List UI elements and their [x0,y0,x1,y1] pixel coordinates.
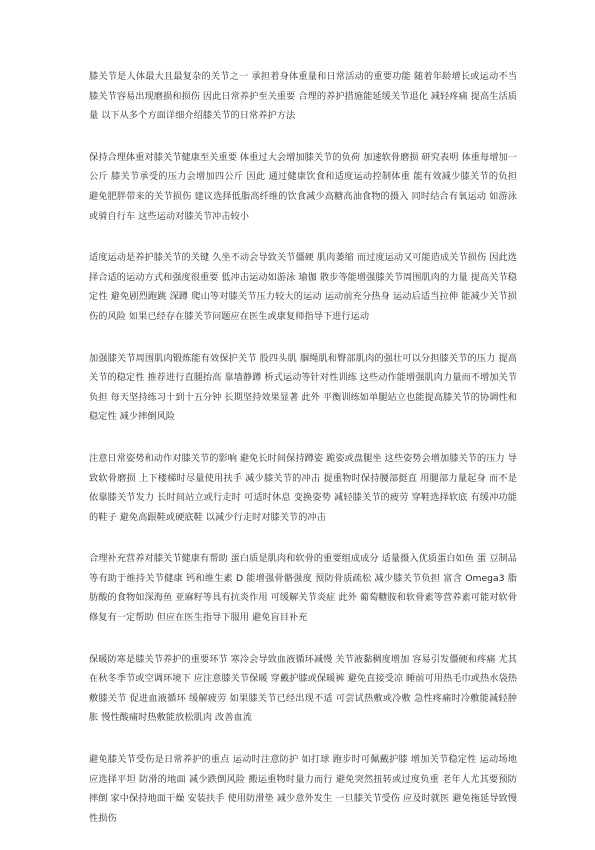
paragraph-intro: 膝关节是人体最大且最复杂的关节之一 承担着身体重量和日常活动的重要功能 随着年龄增长或运动不当 膝关节容易出现磨损和损伤 因此日常养护至关重要 合理的养护措施能延缓关节退化 减轻疼痛 提高生活质量 以下从多个方面详细介绍膝关节的日常养护方法 [89,71,517,122]
paragraph-injury-prevention: 避免膝关节受伤是日常养护的重点 运动时注意防护 如打球 跑步时可佩戴护膝 增加关节稳定性 运动场地应选择平坦 防滑的地面 减少跌倒风险 搬运重物时量力而行 避免突然扭转或过度负重 老年人尤其要预防摔倒 家中保持地面干燥 安装扶手 使用防滑垫 减少意外发生 一旦膝关节受伤 应及时就医 避免拖延导致慢性损伤 [89,754,517,824]
paragraph-posture: 注意日常姿势和动作对膝关节的影响 避免长时间保持蹲姿 跪姿或盘腿坐 这些姿势会增加膝关节的压力 导致软骨磨损 上下楼梯时尽量使用扶手 减少膝关节的冲击 提重物时保持腰部挺直 用腿部力量起身 而不是依靠膝关节发力 长时间站立或行走时 可适时休息 变换姿势 减轻膝关节的疲劳 穿鞋选择软底 有缓冲功能的鞋子 避免高跟鞋或硬底鞋 以减少行走时对膝关节的冲击 [89,452,517,523]
paragraph-warmth: 保暖防寒是膝关节养护的重要环节 寒冷会导致血液循环减慢 关节液黏稠度增加 容易引发僵硬和疼痛 尤其在秋冬季节或空调环境下 应注意膝关节保暖 穿戴护膝或保暖裤 避免直接受凉 睡前可用热毛巾或热水袋热敷膝关节 促进血液循环 缓解疲劳 如果膝关节已经出现不适 可尝试热敷或冷敷 急性疼痛时冷敷能减轻肿胀 慢性酸痛时热敷能放松肌肉 改善血流 [89,653,517,724]
paragraph-muscle-training: 加强膝关节周围肌肉锻炼能有效保护关节 股四头肌 腘绳肌和臀部肌肉的强壮可以分担膝关节的压力 提高关节的稳定性 推荐进行直腿抬高 靠墙静蹲 桥式运动等针对性训练 这些动作能增强肌肉力量而不增加关节负担 每天坚持练习十到十五分钟 长期坚持效果显著 此外 平衡训练如单腿站立也能提高膝关节的协调性和稳定性 减少摔倒风险 [89,352,517,423]
paragraph-nutrition: 合理补充营养对膝关节健康有帮助 蛋白质是肌肉和软骨的重要组成成分 适量摄入优质蛋白如鱼 蛋 豆制品等有助于维持关节健康 钙和维生素 D 能增强骨骼强度 预防骨质疏松 减少膝关节负担 富含 Omega3 脂肪酸的食物如深海鱼 亚麻籽等具有抗炎作用 可缓解关节炎症 此外 葡萄糖胺和软骨素等营养素可能对软骨修复有一定帮助 但应在医生指导下服用 避免盲目补充 [89,553,517,624]
document-body [89,67,517,850]
paragraph-weight-control: 保持合理体重对膝关节健康至关重要 体重过大会增加膝关节的负荷 加速软骨磨损 研究表明 体重每增加一公斤 膝关节承受的压力会增加四公斤 因此 通过健康饮食和适度运动控制体重 能有效减少膝关节的负担 避免肥胖带来的关节损伤 建议选择低脂高纤维的饮食减少高糖高油食物的摄入 同时结合有氧运动 如游泳或骑自行车 这些运动对膝关节冲击较小 [89,151,517,222]
paragraph-moderate-exercise: 适度运动是养护膝关节的关键 久坐不动会导致关节僵硬 肌肉萎缩 而过度运动又可能造成关节损伤 因此选择合适的运动方式和强度很重要 低冲击运动如游泳 瑜伽 散步等能增强膝关节周围肌肉的力量 提高关节稳定性 避免剧烈跑跳 深蹲 爬山等对膝关节压力较大的运动 运动前充分热身 运动后适当拉伸 能减少关节损伤的风险 如果已经存在膝关节问题应在医生或康复师指导下进行运动 [89,252,517,322]
